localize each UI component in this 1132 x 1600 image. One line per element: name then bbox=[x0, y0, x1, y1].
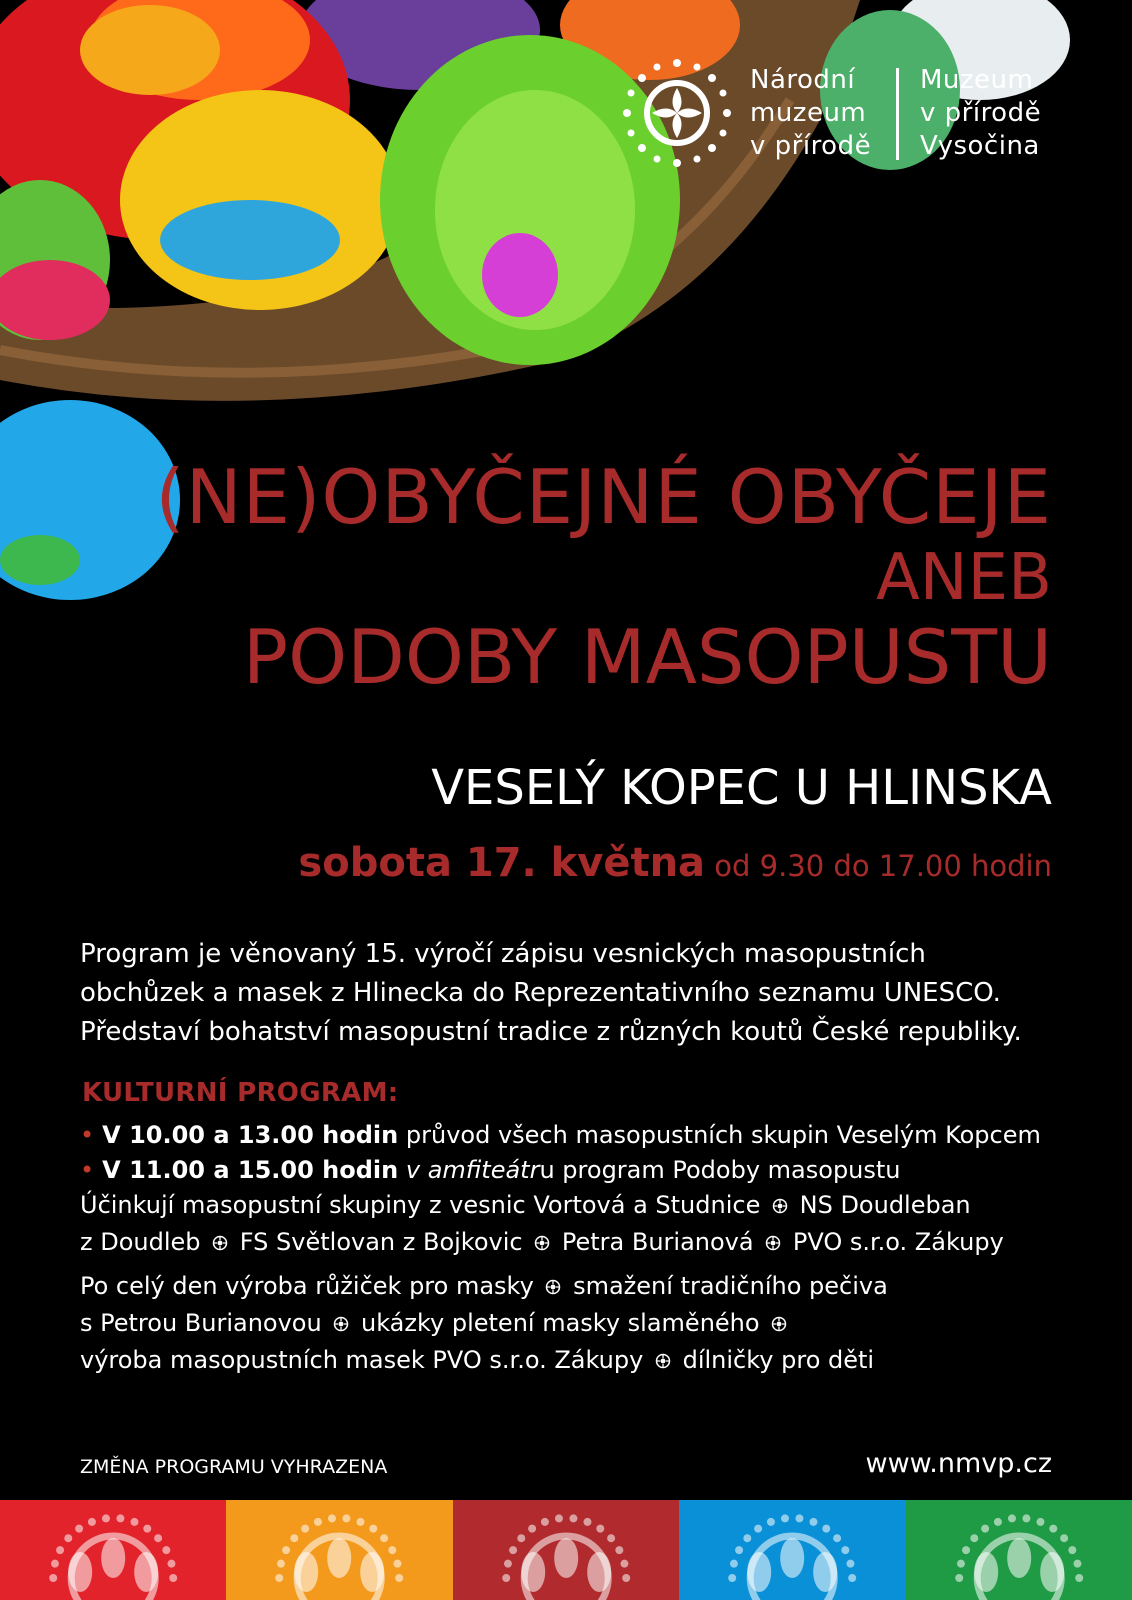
website-link[interactable]: www.nmvp.cz bbox=[865, 1448, 1052, 1479]
folk-ornament-icon bbox=[453, 1500, 679, 1600]
folk-ornament-icon bbox=[0, 1500, 226, 1600]
ornament-separator-icon bbox=[545, 1279, 561, 1295]
event-title bbox=[155, 452, 1052, 700]
strip-cell-red bbox=[0, 1500, 226, 1600]
event-date-day: sobota 17. května bbox=[298, 840, 706, 886]
logo-text-muzeum-vysocina: Muzeum v přírodě Vysočina bbox=[920, 65, 1042, 161]
activities-paragraph: Po celý den výroba růžiček pro masky smažení tradičního pečiva s Petrou Burianovou ukázky pletení masky slaměného výroba masopustních masek PVO s.r.o. Zákupy dílničky pro děti bbox=[80, 1272, 888, 1374]
intro-line: Představí bohatství masopustní tradice z různých koutů České republiky. bbox=[80, 1017, 1022, 1047]
program-list bbox=[80, 1118, 1041, 1188]
logo-divider bbox=[896, 68, 899, 160]
folk-ornament-logo-icon bbox=[622, 58, 732, 168]
program-heading: KULTURNÍ PROGRAM: bbox=[82, 1078, 399, 1108]
strip-cell-blue bbox=[679, 1500, 905, 1600]
strip-cell-orange bbox=[226, 1500, 452, 1600]
bullet-icon: • bbox=[80, 1156, 95, 1184]
ornament-separator-icon bbox=[772, 1198, 788, 1214]
intro-line: Program je věnovaný 15. výročí zápisu vesnických masopustních bbox=[80, 939, 926, 969]
folk-ornament-icon bbox=[226, 1500, 452, 1600]
ornament-separator-icon bbox=[771, 1316, 787, 1332]
bullet-icon: • bbox=[80, 1121, 95, 1149]
intro-line: obchůzek a masek z Hlinecka do Reprezentativního seznamu UNESCO. bbox=[80, 978, 1001, 1008]
program-item: • V 10.00 a 13.00 hodin průvod všech masopustních skupin Veselým Kopcem bbox=[80, 1121, 1041, 1149]
folk-ornament-icon bbox=[679, 1500, 905, 1600]
ornament-separator-icon bbox=[765, 1235, 781, 1251]
event-date-time: od 9.30 do 17.00 hodin bbox=[705, 849, 1052, 883]
folk-ornament-icon bbox=[906, 1500, 1132, 1600]
intro-paragraph bbox=[80, 935, 1070, 1052]
museum-logo bbox=[622, 56, 1042, 168]
title-line-3: PODOBY MASOPUSTU bbox=[242, 613, 1052, 701]
event-location: VESELÝ KOPEC U HLINSKA bbox=[431, 760, 1052, 816]
title-line-2: ANEB bbox=[876, 541, 1052, 615]
performers-paragraph: Účinkují masopustní skupiny z vesnic Vortová a Studnice NS Doudleban z Doudleb FS Světlovan z Bojkovic Petra Burianová PVO s.r.o. Zákupy bbox=[80, 1191, 1004, 1256]
event-date bbox=[298, 840, 1052, 886]
ornament-separator-icon bbox=[212, 1235, 228, 1251]
color-ornament-strip bbox=[0, 1500, 1132, 1600]
ornament-separator-icon bbox=[333, 1316, 349, 1332]
ornament-separator-icon bbox=[655, 1353, 671, 1369]
program-item: • V 11.00 a 15.00 hodin v amfiteátru program Podoby masopustu bbox=[80, 1156, 901, 1184]
strip-cell-darkred bbox=[453, 1500, 679, 1600]
ornament-separator-icon bbox=[534, 1235, 550, 1251]
logo-text-narodni-muzeum: Národní muzeum v přírodě bbox=[750, 65, 872, 161]
strip-cell-green bbox=[906, 1500, 1132, 1600]
program-change-note: ZMĚNA PROGRAMU VYHRAZENA bbox=[80, 1456, 388, 1478]
title-line-1: (NE)OBYČEJNÉ OBYČEJE bbox=[155, 453, 1052, 541]
